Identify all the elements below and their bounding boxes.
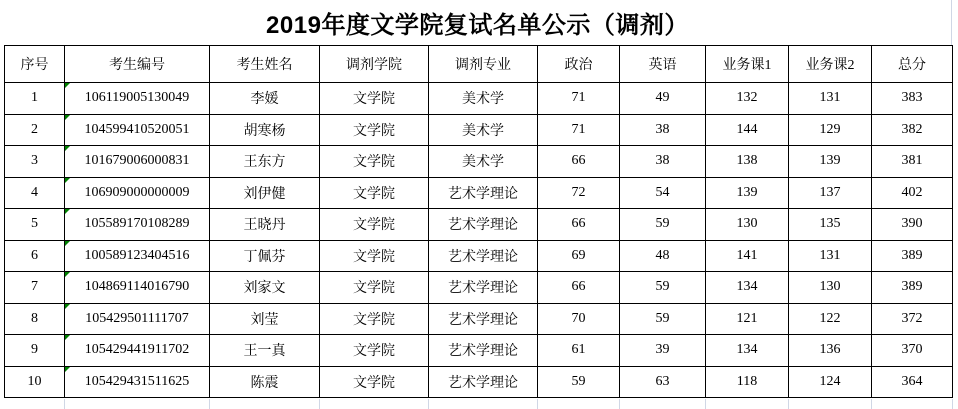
cell[interactable]: 121 (706, 303, 789, 335)
cell[interactable]: 130 (706, 209, 789, 241)
gridline (428, 399, 429, 409)
title-cell[interactable] (4, 0, 952, 45)
results-table (4, 45, 953, 398)
candidate-id-cell[interactable]: 105429441911702 (65, 335, 210, 367)
cell[interactable]: 139 (706, 177, 789, 209)
cell[interactable]: 141 (706, 240, 789, 272)
table-row (5, 335, 953, 367)
cell[interactable]: 135 (789, 209, 872, 241)
cell[interactable]: 文学院 (320, 209, 429, 241)
cell[interactable]: 131 (789, 83, 872, 115)
cell[interactable]: 70 (538, 303, 620, 335)
candidate-id-cell[interactable]: 101679006000831 (65, 146, 210, 178)
text-format-flag-icon (65, 367, 70, 372)
cell[interactable]: 美术学 (429, 114, 538, 146)
cell[interactable]: 124 (789, 366, 872, 398)
cell[interactable]: 38 (620, 114, 706, 146)
text-format-flag-icon (65, 272, 70, 277)
cell[interactable]: 8 (5, 303, 65, 335)
cell[interactable]: 66 (538, 209, 620, 241)
text-format-flag-icon (65, 115, 70, 120)
col-header-2[interactable]: 考生姓名 (210, 46, 320, 83)
candidate-id-cell[interactable]: 104599410520051 (65, 114, 210, 146)
candidate-id-cell[interactable]: 106119005130049 (65, 83, 210, 115)
cell[interactable]: 1 (5, 83, 65, 115)
cell[interactable]: 390 (872, 209, 953, 241)
col-header-3[interactable]: 调剂学院 (320, 46, 429, 83)
cell[interactable]: 胡寒杨 (210, 114, 320, 146)
candidate-id-cell[interactable]: 105429431511625 (65, 366, 210, 398)
cell[interactable]: 文学院 (320, 146, 429, 178)
cell[interactable]: 王晓丹 (210, 209, 320, 241)
gridline (705, 399, 706, 409)
cell[interactable]: 艺术学理论 (429, 335, 538, 367)
cell[interactable]: 129 (789, 114, 872, 146)
cell[interactable]: 美术学 (429, 146, 538, 178)
gridline (319, 399, 320, 409)
cell[interactable]: 389 (872, 240, 953, 272)
text-format-flag-icon (65, 146, 70, 151)
cell[interactable]: 文学院 (320, 177, 429, 209)
cell[interactable]: 49 (620, 83, 706, 115)
candidate-id-cell[interactable]: 106909000000009 (65, 177, 210, 209)
cell[interactable]: 63 (620, 366, 706, 398)
cell[interactable]: 389 (872, 272, 953, 304)
cell[interactable]: 王东方 (210, 146, 320, 178)
cell[interactable]: 137 (789, 177, 872, 209)
cell[interactable]: 5 (5, 209, 65, 241)
cell[interactable]: 艺术学理论 (429, 177, 538, 209)
cell[interactable]: 372 (872, 303, 953, 335)
candidate-id-cell[interactable]: 105589170108289 (65, 209, 210, 241)
table-row (5, 146, 953, 178)
text-format-flag-icon (65, 335, 70, 340)
cell[interactable]: 6 (5, 240, 65, 272)
gridline (619, 399, 620, 409)
col-header-8[interactable]: 业务课2 (789, 46, 872, 83)
table-row (5, 272, 953, 304)
table-row (5, 177, 953, 209)
candidate-id-cell[interactable]: 104869114016790 (65, 272, 210, 304)
table-row (5, 303, 953, 335)
table-row (5, 366, 953, 398)
table-row (5, 240, 953, 272)
cell[interactable]: 61 (538, 335, 620, 367)
cell[interactable]: 丁佩芬 (210, 240, 320, 272)
cell[interactable]: 文学院 (320, 114, 429, 146)
cell[interactable]: 李媛 (210, 83, 320, 115)
text-format-flag-icon (65, 209, 70, 214)
gridline (788, 399, 789, 409)
cell[interactable]: 381 (872, 146, 953, 178)
cell[interactable]: 文学院 (320, 366, 429, 398)
cell[interactable]: 文学院 (320, 335, 429, 367)
table-row (5, 209, 953, 241)
cell[interactable]: 144 (706, 114, 789, 146)
cell[interactable]: 7 (5, 272, 65, 304)
page-title: 2019年度文学院复试名单公示（调剂） (266, 12, 689, 39)
cell[interactable]: 122 (789, 303, 872, 335)
cell[interactable]: 文学院 (320, 303, 429, 335)
header-row (5, 46, 953, 83)
col-header-4[interactable]: 调剂专业 (429, 46, 538, 83)
cell[interactable]: 383 (872, 83, 953, 115)
cell[interactable]: 66 (538, 272, 620, 304)
col-header-1[interactable]: 考生编号 (65, 46, 210, 83)
cell[interactable]: 48 (620, 240, 706, 272)
cell[interactable]: 370 (872, 335, 953, 367)
text-format-flag-icon (65, 83, 70, 88)
cell[interactable]: 39 (620, 335, 706, 367)
col-header-0[interactable]: 序号 (5, 46, 65, 83)
cell[interactable]: 59 (538, 366, 620, 398)
cell[interactable]: 402 (872, 177, 953, 209)
col-header-5[interactable]: 政治 (538, 46, 620, 83)
text-format-flag-icon (65, 241, 70, 246)
cell[interactable]: 59 (620, 209, 706, 241)
cell[interactable]: 134 (706, 335, 789, 367)
cell[interactable]: 4 (5, 177, 65, 209)
cell[interactable]: 138 (706, 146, 789, 178)
cell[interactable]: 艺术学理论 (429, 303, 538, 335)
cell[interactable]: 71 (538, 83, 620, 115)
cell[interactable]: 382 (872, 114, 953, 146)
cell[interactable]: 69 (538, 240, 620, 272)
candidate-id-cell[interactable]: 100589123404516 (65, 240, 210, 272)
cell[interactable]: 刘莹 (210, 303, 320, 335)
cell[interactable]: 38 (620, 146, 706, 178)
gridline (64, 399, 65, 409)
cell[interactable]: 130 (789, 272, 872, 304)
cell[interactable]: 10 (5, 366, 65, 398)
text-format-flag-icon (65, 178, 70, 183)
cell[interactable]: 艺术学理论 (429, 366, 538, 398)
cell[interactable]: 136 (789, 335, 872, 367)
gridline (871, 399, 872, 409)
cell[interactable]: 艺术学理论 (429, 240, 538, 272)
cell[interactable]: 陈震 (210, 366, 320, 398)
cell[interactable]: 3 (5, 146, 65, 178)
cell[interactable]: 王一真 (210, 335, 320, 367)
table-row (5, 114, 953, 146)
cell[interactable]: 美术学 (429, 83, 538, 115)
cell[interactable]: 59 (620, 303, 706, 335)
cell[interactable]: 71 (538, 114, 620, 146)
empty-cells-gridlines (0, 398, 958, 409)
cell[interactable]: 艺术学理论 (429, 272, 538, 304)
cell[interactable]: 9 (5, 335, 65, 367)
gridline (952, 399, 953, 409)
col-header-6[interactable]: 英语 (620, 46, 706, 83)
cell[interactable]: 132 (706, 83, 789, 115)
cell[interactable]: 134 (706, 272, 789, 304)
gridline (209, 399, 210, 409)
col-header-9[interactable]: 总分 (872, 46, 953, 83)
cell[interactable]: 131 (789, 240, 872, 272)
candidate-id-cell[interactable]: 105429501111707 (65, 303, 210, 335)
gridline (537, 399, 538, 409)
table-row (5, 83, 953, 115)
cell[interactable]: 刘家文 (210, 272, 320, 304)
cell[interactable]: 59 (620, 272, 706, 304)
cell[interactable]: 文学院 (320, 83, 429, 115)
cell[interactable]: 艺术学理论 (429, 209, 538, 241)
cell[interactable]: 66 (538, 146, 620, 178)
cell[interactable]: 刘伊健 (210, 177, 320, 209)
cell[interactable]: 118 (706, 366, 789, 398)
cell[interactable]: 139 (789, 146, 872, 178)
cell[interactable]: 364 (872, 366, 953, 398)
cell[interactable]: 文学院 (320, 240, 429, 272)
cell[interactable]: 文学院 (320, 272, 429, 304)
col-header-7[interactable]: 业务课1 (706, 46, 789, 83)
cell[interactable]: 54 (620, 177, 706, 209)
cell[interactable]: 2 (5, 114, 65, 146)
text-format-flag-icon (65, 304, 70, 309)
cell[interactable]: 72 (538, 177, 620, 209)
